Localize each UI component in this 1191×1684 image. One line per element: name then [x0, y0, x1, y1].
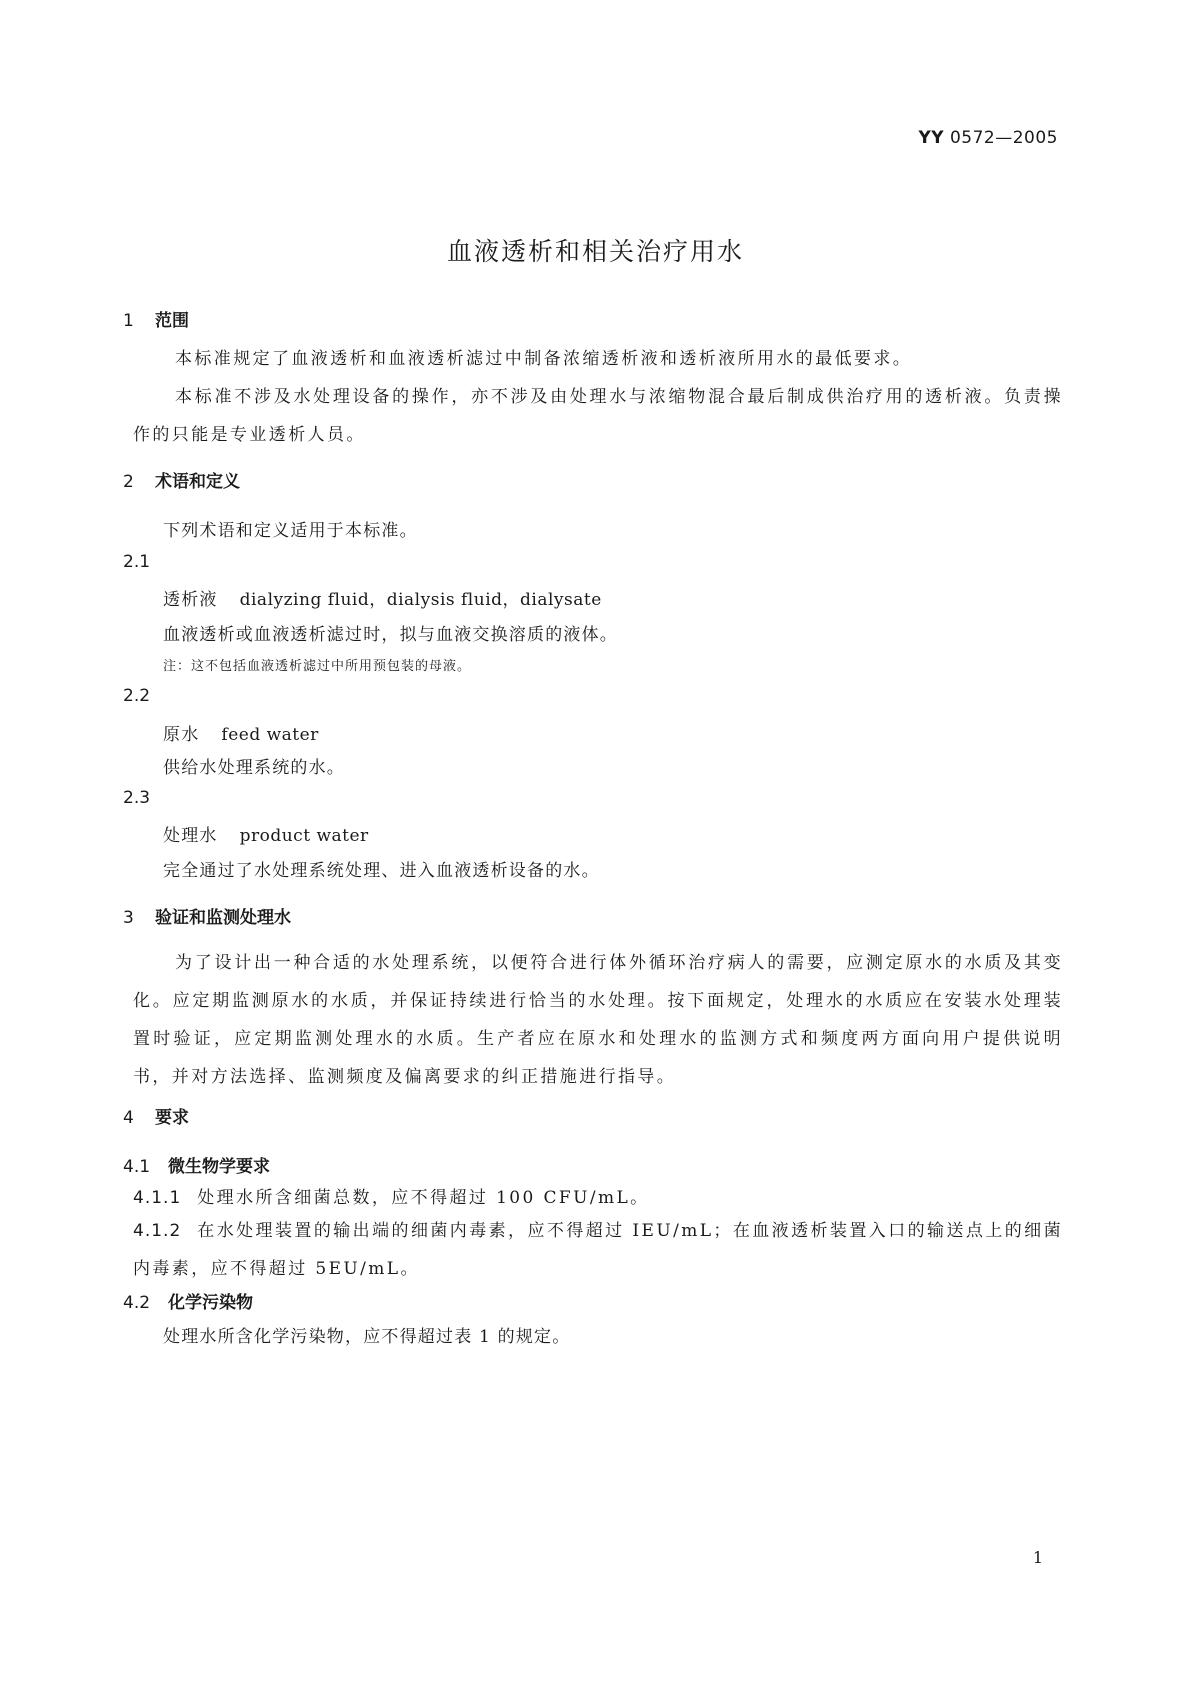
term-dialyzing-fluid	[163, 585, 602, 610]
clause-title: 化学污染物	[168, 1293, 254, 1313]
clause-number: 4.1.2	[133, 1221, 182, 1241]
document-title: 血液透析和相关治疗用水	[446, 237, 744, 266]
page-number: 1	[1032, 1548, 1043, 1567]
section-1-paragraph-2: 本标准不涉及水处理设备的操作，亦不涉及由处理水与浓缩物混合最后制成供治疗用的透析液。负责操作的只能是专业透析人员。	[133, 387, 1063, 445]
section-2-intro: 下列术语和定义适用于本标准。	[163, 521, 418, 541]
section-2-heading	[123, 467, 240, 492]
clause-number: 4.1	[123, 1157, 151, 1177]
section-number: 1	[123, 311, 134, 331]
section-1-heading	[123, 306, 189, 331]
section-title: 范围	[155, 311, 189, 331]
clause-4-1-2	[133, 1212, 1063, 1288]
section-number: 2	[123, 472, 134, 492]
section-3-paragraph: 为了设计出一种合适的水处理系统，以便符合进行体外循环治疗病人的需要，应测定原水的水质及其变化。应定期监测原水的水质，并保证持续进行恰当的水处理。按下面规定，处理水的水质应在安装水处理装置时验证，应定期监测处理水的水质。生产者应在原水和处理水的监测方式和频度两方面向用户提供说明书，并对方法选择、监测频度及偏离要求的纠正措施进行指导。	[133, 953, 1063, 1087]
clause-4-2-heading	[123, 1288, 253, 1313]
clause-2-1-number: 2.1	[123, 552, 151, 572]
clause-4-2-text: 处理水所含化学污染物，应不得超过表 1 的规定。	[163, 1327, 571, 1347]
clause-4-1-heading	[123, 1152, 270, 1177]
clause-number: 4.2	[123, 1293, 151, 1313]
term-product-water	[163, 821, 369, 846]
section-title: 验证和监测处理水	[155, 908, 291, 928]
section-title: 术语和定义	[155, 472, 240, 492]
clause-text: 在水处理装置的输出端的细菌内毒素，应不得超过 IEU/mL；在血液透析装置入口的输送点上的细菌内毒素，应不得超过 5EU/mL。	[133, 1221, 1063, 1279]
term-en: feed water	[221, 725, 319, 745]
term-definition: 血液透析或血液透析滤过时，拟与血液交换溶质的液体。	[163, 625, 618, 645]
term-zh: 透析液	[163, 590, 218, 610]
term-zh: 原水	[163, 725, 200, 745]
term-definition: 供给水处理系统的水。	[163, 758, 345, 778]
term-feed-water	[163, 720, 319, 745]
term-zh: 处理水	[163, 826, 218, 846]
section-4-heading	[123, 1103, 189, 1128]
clause-2-3-number: 2.3	[123, 788, 151, 808]
standard-code	[918, 128, 1058, 148]
section-title: 要求	[155, 1108, 189, 1128]
standard-code-prefix: YY	[918, 128, 945, 148]
term-note: 注：这不包括血液透析滤过中所用预包装的母液。	[163, 659, 472, 674]
section-number: 4	[123, 1108, 134, 1128]
term-en: product water	[239, 826, 369, 846]
section-1-paragraph-1: 本标准规定了血液透析和血液透析滤过中制备浓缩透析液和透析液所用水的最低要求。	[175, 349, 913, 369]
section-number: 3	[123, 908, 134, 928]
clause-2-2-number: 2.2	[123, 686, 151, 706]
clause-number: 4.1.1	[133, 1188, 182, 1208]
term-en: dialyzing fluid，dialysis fluid，dialysate	[239, 590, 602, 610]
clause-text: 处理水所含细菌总数，应不得超过 100 CFU/mL。	[197, 1188, 650, 1208]
section-3-heading	[123, 903, 291, 928]
standard-code-number: 0572—2005	[944, 128, 1058, 148]
term-definition: 完全通过了水处理系统处理、进入血液透析设备的水。	[163, 861, 600, 881]
clause-title: 微生物学要求	[168, 1157, 271, 1177]
